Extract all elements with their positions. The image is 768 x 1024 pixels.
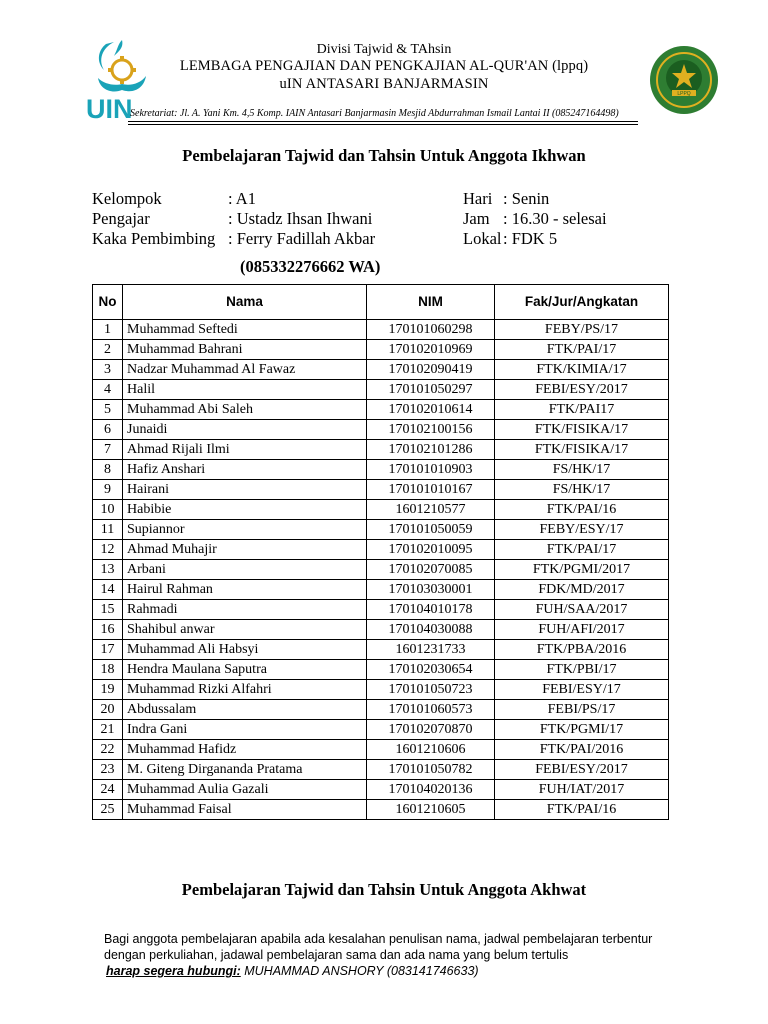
row-number: 8 [93,460,123,480]
contact-value: MUHAMMAD ANSHORY (083141746633) [240,964,479,978]
table-row [93,640,669,660]
table-row [93,500,669,520]
member-nim: 1601210605 [367,800,495,820]
jam-label: Jam [463,209,490,228]
row-number: 21 [93,720,123,740]
row-number: 5 [93,400,123,420]
table-row [93,460,669,480]
table-row [93,680,669,700]
table-row [93,760,669,780]
member-name: Ahmad Rijali Ilmi [123,440,367,460]
table-body [93,320,669,820]
member-name: Muhammad Abi Saleh [123,400,367,420]
member-faculty: FTK/PBA/2016 [495,640,669,660]
member-name: Habibie [123,500,367,520]
table-row [93,800,669,820]
lokal-value: : FDK 5 [503,229,558,248]
member-nim: 170104020136 [367,780,495,800]
member-name: Indra Gani [123,720,367,740]
member-nim: 170102101286 [367,440,495,460]
member-faculty: FTK/PAI/16 [495,500,669,520]
member-name: Shahibul anwar [123,620,367,640]
header-divider-secondary [128,124,638,125]
hari-label: Hari [463,189,493,208]
member-nim: 170102030654 [367,660,495,680]
member-name: Hairani [123,480,367,500]
institution-name: LEMBAGA PENGAJIAN DAN PENGKAJIAN AL-QUR'AN (lppq) [179,58,589,74]
uin-logo-text: UIN [86,94,133,122]
row-number: 20 [93,700,123,720]
note-line-1: Bagi anggota pembelajaran apabila ada kesalahan penulisan nama, jadwal pembelajaran terbentur [104,932,653,946]
column-header-fak: Fak/Jur/Angkatan [495,285,669,320]
pengajar-value: : Ustadz Ihsan Ihwani [228,209,373,228]
member-faculty: FTK/KIMIA/17 [495,360,669,380]
row-number: 11 [93,520,123,540]
university-name: uIN ANTASARI BANJARMASIN [279,76,489,92]
member-nim: 170101050723 [367,680,495,700]
member-faculty: FTK/FISIKA/17 [495,440,669,460]
member-name: Hendra Maulana Saputra [123,660,367,680]
section-title-akhwat: Pembelajaran Tajwid dan Tahsin Untuk Anggota Akhwat [181,880,587,899]
member-faculty: FEBY/PS/17 [495,320,669,340]
lppq-logo-text: LPPQ [677,91,691,97]
member-nim: 170101010903 [367,460,495,480]
member-faculty: FTK/PAI/17 [495,540,669,560]
member-nim: 170102010969 [367,340,495,360]
member-name: Hafiz Anshari [123,460,367,480]
member-nim: 170101060298 [367,320,495,340]
table-row [93,780,669,800]
row-number: 19 [93,680,123,700]
contact-line [106,964,479,978]
member-name: Rahmadi [123,600,367,620]
row-number: 24 [93,780,123,800]
member-faculty: FTK/PAI/17 [495,340,669,360]
member-name: Supiannor [123,520,367,540]
row-number: 6 [93,420,123,440]
member-nim: 170102090419 [367,360,495,380]
member-faculty: FEBI/ESY/2017 [495,760,669,780]
member-nim: 170102100156 [367,420,495,440]
member-faculty: FS/HK/17 [495,480,669,500]
table-row [93,560,669,580]
header-divider [128,121,638,122]
member-faculty: FTK/PAI/16 [495,800,669,820]
row-number: 18 [93,660,123,680]
hari-value: : Senin [503,189,550,208]
member-faculty: FTK/PBI/17 [495,660,669,680]
pengajar-label: Pengajar [92,209,150,228]
member-faculty: FUH/SAA/2017 [495,600,669,620]
member-faculty: FEBI/PS/17 [495,700,669,720]
row-number: 15 [93,600,123,620]
table-row [93,440,669,460]
member-nim: 170101010167 [367,480,495,500]
table-row [93,360,669,380]
member-faculty: FEBI/ESY/2017 [495,380,669,400]
member-name: Junaidi [123,420,367,440]
member-nim: 170101050059 [367,520,495,540]
pembimbing-value: : Ferry Fadillah Akbar [228,229,376,248]
member-faculty: FTK/PGMI/2017 [495,560,669,580]
row-number: 14 [93,580,123,600]
member-name: Muhammad Ali Habsyi [123,640,367,660]
member-nim: 1601210606 [367,740,495,760]
table-row [93,740,669,760]
member-faculty: FTK/PAI17 [495,400,669,420]
member-nim: 170103030001 [367,580,495,600]
table-row [93,420,669,440]
kelompok-label: Kelompok [92,189,162,208]
member-faculty: FUH/AFI/2017 [495,620,669,640]
member-name: Arbani [123,560,367,580]
table-row [93,340,669,360]
member-faculty: FDK/MD/2017 [495,580,669,600]
jam-value: : 16.30 - selesai [503,209,607,228]
section-title-ikhwan: Pembelajaran Tajwid dan Tahsin Untuk Anggota Ikhwan [182,146,586,165]
row-number: 13 [93,560,123,580]
member-name: Muhammad Seftedi [123,320,367,340]
row-number: 1 [93,320,123,340]
member-faculty: FTK/PAI/2016 [495,740,669,760]
table-row [93,480,669,500]
row-number: 12 [93,540,123,560]
table-row [93,620,669,640]
member-faculty: FUH/IAT/2017 [495,780,669,800]
member-faculty: FTK/PGMI/17 [495,720,669,740]
member-faculty: FEBI/ESY/17 [495,680,669,700]
division-name: Divisi Tajwid & TAhsin [316,42,452,57]
member-name: Muhammad Hafidz [123,740,367,760]
row-number: 23 [93,760,123,780]
table-row [93,540,669,560]
table-row [93,660,669,680]
pembimbing-phone: (085332276662 WA) [240,257,381,276]
member-name: Ahmad Muhajir [123,540,367,560]
member-nim: 170101060573 [367,700,495,720]
lppq-logo [648,44,720,116]
member-name: Halil [123,380,367,400]
member-nim: 170101050297 [367,380,495,400]
member-faculty: FEBY/ESY/17 [495,520,669,540]
member-nim: 170102010095 [367,540,495,560]
table-row [93,700,669,720]
table-row [93,600,669,620]
row-number: 3 [93,360,123,380]
member-nim: 170104010178 [367,600,495,620]
table-row [93,320,669,340]
lokal-label: Lokal [463,229,502,248]
member-table [92,284,669,820]
member-nim: 1601231733 [367,640,495,660]
secretariat-address: Sekretariat: Jl. A. Yani Km. 4,5 Komp. IAIN Antasari Banjarmasin Mesjid Abdurrahman Ismail Lantai II (085247164498) [130,108,619,119]
member-name: Abdussalam [123,700,367,720]
member-name: Hairul Rahman [123,580,367,600]
member-name: Muhammad Rizki Alfahri [123,680,367,700]
member-nim: 170104030088 [367,620,495,640]
row-number: 16 [93,620,123,640]
row-number: 17 [93,640,123,660]
kelompok-value: : A1 [228,189,256,208]
member-faculty: FS/HK/17 [495,460,669,480]
row-number: 2 [93,340,123,360]
table-row [93,720,669,740]
note-line-2: dengan perkuliahan, jadawal pembelajaran sama dan ada nama yang belum tertulis [104,948,569,962]
pembimbing-label: Kaka Pembimbing [92,229,216,248]
member-name: M. Giteng Dirgananda Pratama [123,760,367,780]
row-number: 22 [93,740,123,760]
member-name: Muhammad Faisal [123,800,367,820]
row-number: 9 [93,480,123,500]
member-nim: 170102010614 [367,400,495,420]
table-row [93,380,669,400]
row-number: 4 [93,380,123,400]
table-row [93,400,669,420]
table-row [93,580,669,600]
row-number: 25 [93,800,123,820]
member-nim: 170102070085 [367,560,495,580]
table-header-row [93,285,669,320]
member-nim: 170101050782 [367,760,495,780]
contact-label: harap segera hubungi: [106,964,241,978]
member-name: Nadzar Muhammad Al Fawaz [123,360,367,380]
member-faculty: FTK/FISIKA/17 [495,420,669,440]
member-name: Muhammad Aulia Gazali [123,780,367,800]
member-nim: 1601210577 [367,500,495,520]
column-header-nim: NIM [367,285,495,320]
member-name: Muhammad Bahrani [123,340,367,360]
row-number: 10 [93,500,123,520]
row-number: 7 [93,440,123,460]
column-header-no: No [93,285,123,320]
column-header-nama: Nama [123,285,367,320]
table-row [93,520,669,540]
member-nim: 170102070870 [367,720,495,740]
